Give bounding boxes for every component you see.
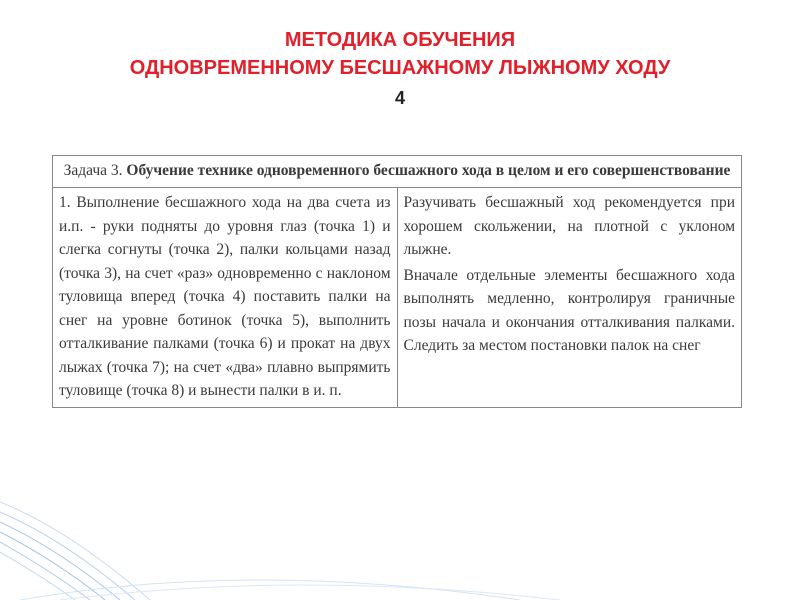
task-title: Обучение технике одновременного бесшажного хода в целом и его совершенствование [126,162,731,179]
slide-number: 4 [394,88,405,108]
exercise-cell: 1. Выполнение бесшажного хода на два счета из и.п. - руки подняты до уровня глаз (точка 1) и слегка согнуты (точка 2), палки кольцами назад (точка 3), на счет «раз» одновременно с наклоном туловища вперед (точка 4) поставить палки на снег на уровне ботинок (точка 5), выполнить отталкивание палками (точка 6) и прокат на двух лыжах (точка 7); на счет «два» плавно выпрямить туловище (точка 8) и вынести палки в и. п. [53,188,398,408]
task-prefix: Задача 3. [63,162,127,179]
task-table [52,155,742,408]
table-header-cell [53,156,742,188]
table-row [53,188,742,408]
guidance-cell [397,188,742,408]
guidance-paragraph-2: Вначале отдельные элементы бесшажного хода выполнять медленно, контролируя граничные позы начала и окончания отталкивания палками. Следить за местом постановки палок на снег [403,266,735,354]
title-line-2: ОДНОВРЕМЕННОМУ БЕСШАЖНОМУ ЛЫЖНОМУ ХОДУ [129,57,671,79]
corner-wave-decoration [0,490,800,600]
title-line-1: МЕТОДИКА ОБУЧЕНИЯ [284,29,516,51]
table-header-row [53,156,742,188]
slide-title [0,26,800,112]
guidance-paragraph-1: Разучивать бесшажный ход рекомендуется при хорошем скольжении, на плотной с уклоном лыжне. [403,194,735,258]
